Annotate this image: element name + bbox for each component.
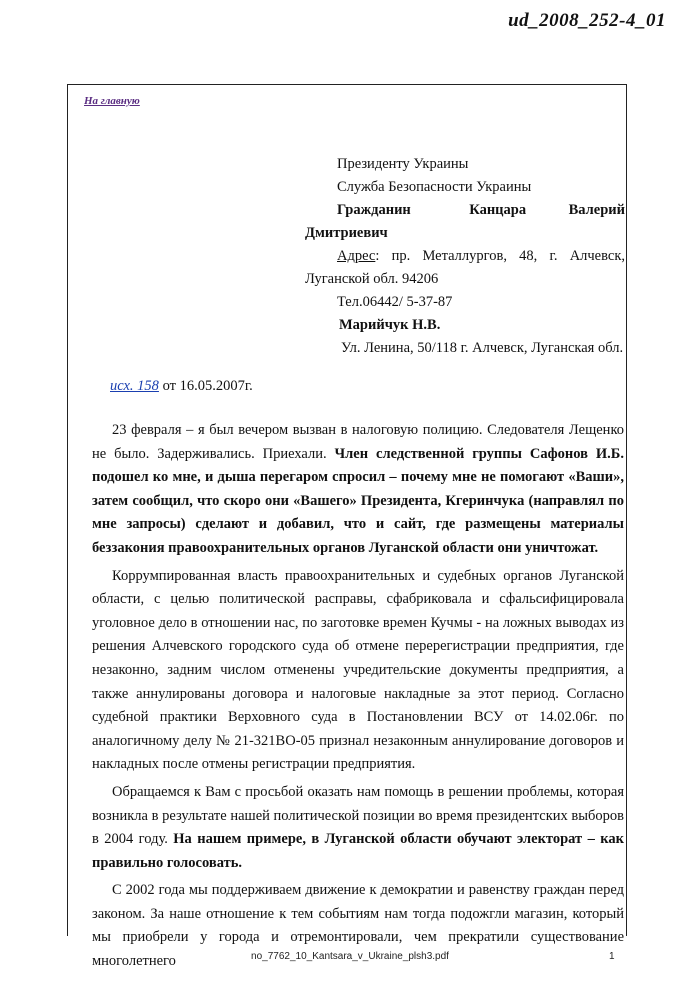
address-label: Адрес bbox=[337, 248, 376, 264]
ref-date: от 16.05.2007г. bbox=[158, 378, 253, 394]
reference-line bbox=[110, 378, 253, 395]
address-line-2: Луганской обл. 94206 bbox=[305, 271, 439, 287]
sender-name: Гражданин Канцара Валерий bbox=[337, 202, 625, 218]
sender-phone: Тел.06442/ 5-37-87 bbox=[337, 294, 453, 310]
addressee-block bbox=[305, 153, 625, 360]
footer-page-number: 1 bbox=[609, 951, 615, 962]
paragraph-2: Коррумпированная власть правоохранительных и судебных органов Луганской области, с целью политической расправы, сфабриковала и сфальсифицировала уголовное дело в отношении нас, по заготовке времен Кучмы - на ложных выводах из решения Алчевского городского суда об отмене перерегистрации предприятия, где незаконно, задним числом отменены учредительские документы предприятия, а также аннулированы договора и налоговые накладные за этот период. Согласно судебной практики Верховного суда в Постановлении ВСУ от 14.02.06г. по аналогичному делу № 21-321ВО-05 признал незаконным аннулирование договоров и накладных после отмены регистрации предприятия. bbox=[92, 567, 624, 773]
paragraph-3-bold: На нашем примере, в Луганской области обучают электорат – как правильно голосовать. bbox=[92, 831, 624, 871]
letter-body bbox=[92, 419, 624, 978]
paragraph-4: С 2002 года мы поддерживаем движение к демократии и равенству граждан перед законом. За наше отношение к тем событиям нам тогда подожгли магазин, который мы приобрели у города и отремонтировали, чем прекратили существование многолетнего bbox=[92, 882, 624, 970]
sender-address bbox=[305, 245, 625, 268]
outgoing-ref-link[interactable]: исх. 158 bbox=[110, 378, 159, 394]
recipient-address: Ул. Ленина, 50/118 г. Алчевск, Луганская обл. bbox=[341, 340, 624, 356]
paragraph-3 bbox=[92, 781, 624, 875]
address-line-1: : пр. Металлургов, 48, г. Алчевск, bbox=[375, 248, 625, 264]
sender-patronymic: Дмитриевич bbox=[305, 225, 388, 241]
addressee-president: Президенту Украины bbox=[337, 156, 469, 172]
footer-filename: no_7762_10_Kantsara_v_Ukraine_plsh3.pdf bbox=[251, 951, 449, 962]
addressee-sbu: Служба Безопасности Украины bbox=[337, 179, 532, 195]
document-id: ud_2008_252-4_01 bbox=[508, 10, 666, 31]
recipient-name: Марийчук Н.В. bbox=[339, 317, 441, 333]
home-link[interactable]: На главную bbox=[84, 95, 140, 107]
paragraph-1-bold: Член следственной группы Сафонов И.Б. подошел ко мне, и дыша перегаром спросил – почему мне не помогают «Ваши», затем сообщил, что скоро они «Вашего» Президента, Кгеринчука (направлял по мне запросы) сделают и добавил, что и сайт, где размещены материалы беззакония правоохранительных органов Луганской области они уничтожат. bbox=[92, 445, 624, 556]
paragraph-1 bbox=[92, 419, 624, 561]
paragraph-3-text: Обращаемся к Вам с просьбой оказать нам помощь в решении проблемы, которая возникла в результате нашей политической позиции во время президентских выборов в 2004 году. bbox=[92, 783, 624, 848]
paragraph-1-text: 23 февраля – я был вечером вызван в налоговую полицию. Следователя Лещенко не было. Задерживались. Приехали. bbox=[92, 422, 624, 462]
